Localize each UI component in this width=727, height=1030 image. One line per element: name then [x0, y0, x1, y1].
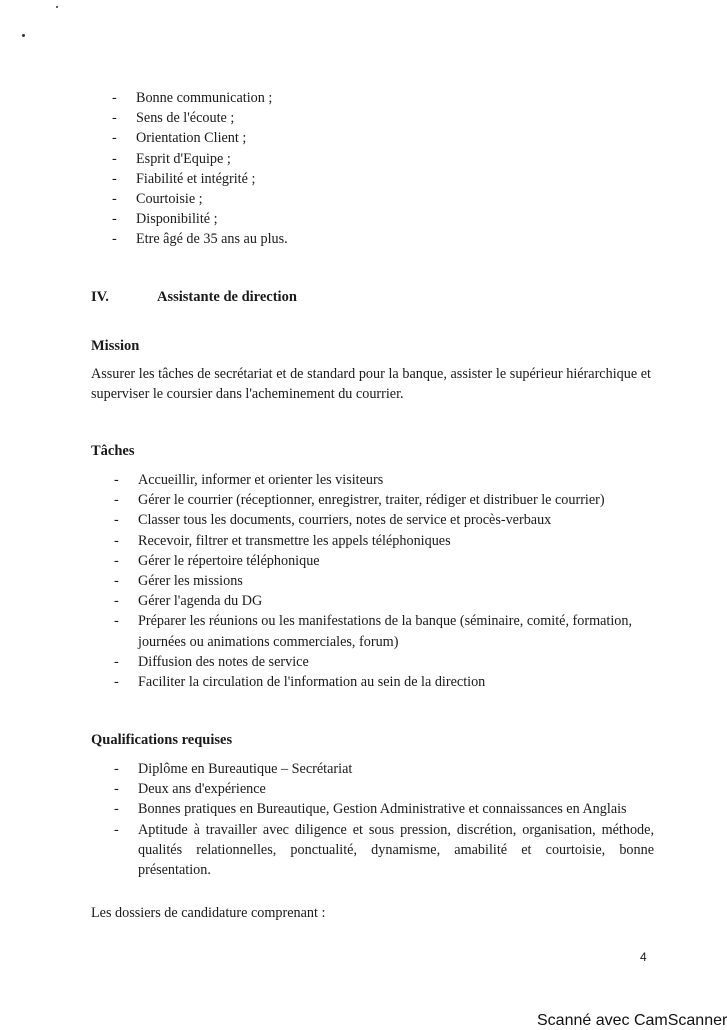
mission-heading: Mission [91, 338, 140, 354]
camscanner-watermark: Scanné avec CamScanner [537, 1012, 727, 1029]
qualifications-list [114, 759, 654, 880]
page-number: 4 [640, 950, 647, 964]
list-item: - Diffusion des notes de service [114, 653, 309, 670]
list-item: - Etre âgé de 35 ans au plus. [112, 231, 288, 248]
list-item: - Sens de l'écoute ; [112, 110, 235, 127]
section-title: Assistante de direction [157, 289, 297, 305]
list-item: - Recevoir, filtrer et transmettre les appels téléphoniques [114, 532, 451, 549]
qualifications-heading: Qualifications requises [91, 732, 233, 748]
scan-speck [56, 6, 58, 8]
list-item: - Gérer le courrier (réceptionner, enregistrer, traiter, rédiger et distribuer le courrier) [114, 492, 605, 509]
taches-list [114, 470, 654, 692]
list-item: - Gérer les missions [114, 573, 243, 590]
list-item: - Préparer les réunions ou les manifestations de la banque (séminaire, comité, formation, journées ou animations commerciales, forum) [114, 613, 633, 650]
taches-heading: Tâches [91, 443, 135, 459]
list-item: - Classer tous les documents, courriers, notes de service et procès-verbaux [114, 512, 552, 529]
list-item: - Accueillir, informer et orienter les visiteurs [114, 472, 384, 488]
list-item: - Bonne communication ; [112, 90, 273, 106]
list-item: - Faciliter la circulation de l'information au sein de la direction [114, 674, 486, 691]
list-item: - Diplôme en Bureautique – Secrétariat [114, 761, 353, 777]
closing-text: Les dossiers de candidature comprenant : [91, 905, 326, 921]
intro-list [112, 88, 512, 250]
list-item: - Esprit d'Equipe ; [112, 150, 231, 167]
list-item: - Courtoisie ; [112, 191, 203, 208]
list-item: - Gérer le répertoire téléphonique [114, 552, 320, 569]
list-item: - Disponibilité ; [112, 211, 218, 228]
list-item: - Aptitude à travailler avec diligence et sous pression, discrétion, organisation, méthode, qualités relationnelles, ponctualité, dynamisme, amabilité et courtoisie, bonne présentation. [114, 821, 654, 879]
scan-speck [22, 34, 25, 37]
list-item: - Fiabilité et intégrité ; [112, 170, 256, 187]
section-number: IV. [91, 289, 109, 305]
list-item: - Orientation Client ; [112, 130, 247, 147]
mission-text: Assurer les tâches de secrétariat et de standard pour la banque, assister le supérieur hiérarchique et superviser le coursier dans l'acheminement du courrier. [91, 366, 651, 402]
list-item: - Bonnes pratiques en Bureautique, Gestion Administrative et connaissances en Anglais [114, 801, 627, 818]
list-item: - Deux ans d'expérience [114, 781, 266, 798]
list-item: - Gérer l'agenda du DG [114, 593, 263, 610]
